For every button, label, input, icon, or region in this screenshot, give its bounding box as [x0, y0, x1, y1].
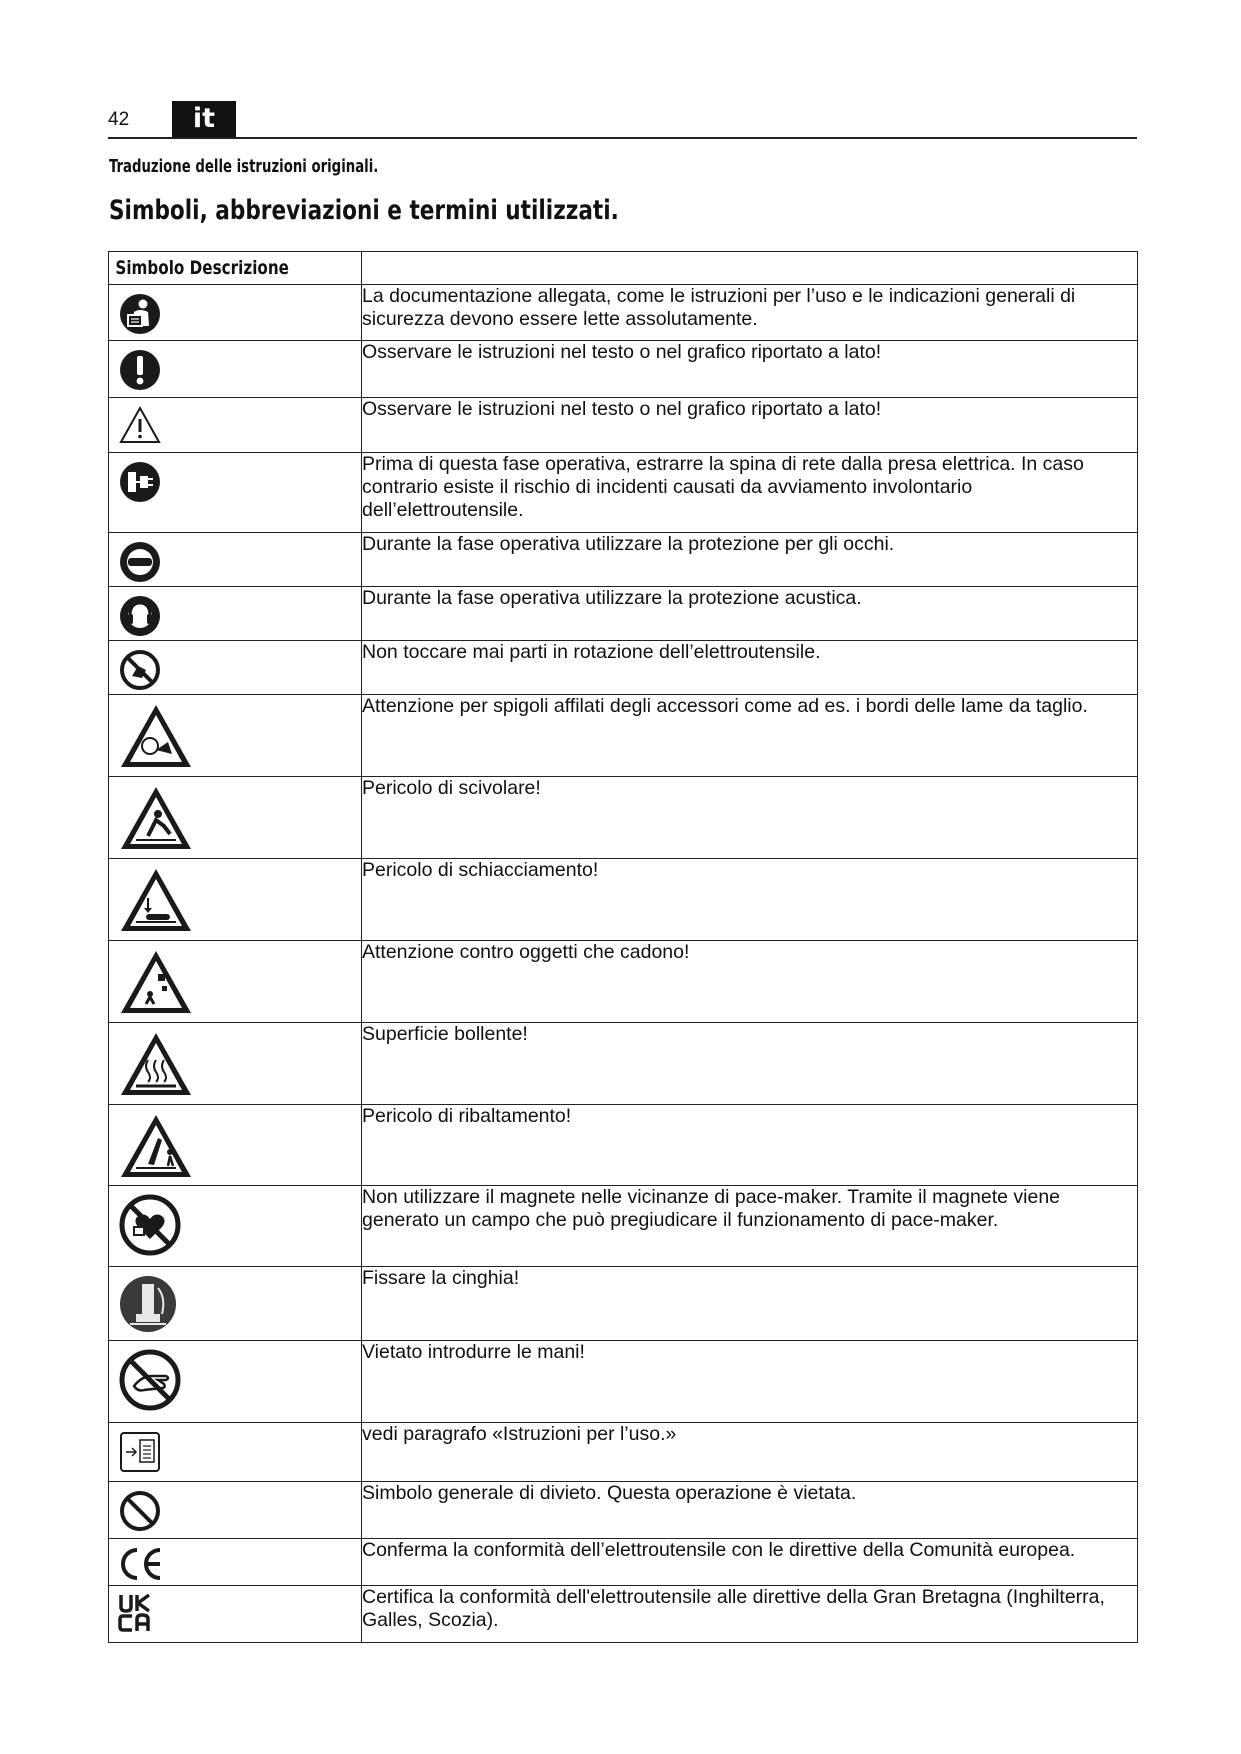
symbol-cell — [109, 1586, 362, 1643]
description-cell: Non utilizzare il magnete nelle vicinanze di pace-maker. Tramite il magnete viene generato un campo che può pregiudicare il funzionamento di pace-maker. — [362, 1186, 1138, 1267]
description-cell: Superficie bollente! — [362, 1023, 1138, 1105]
table-row — [109, 1186, 1138, 1267]
page-header — [108, 101, 1137, 139]
table-header-label: Simbolo Descrizione — [115, 257, 289, 279]
table-header-cell — [109, 252, 362, 285]
crush-warning-icon — [118, 866, 194, 934]
symbol-cell — [109, 1482, 362, 1539]
warning-triangle-icon — [118, 405, 162, 445]
symbol-cell — [109, 695, 362, 777]
symbol-cell — [109, 341, 362, 398]
table-row — [109, 341, 1138, 398]
page-title: Simboli, abbreviazioni e termini utilizzati. — [109, 195, 619, 226]
table-row — [109, 695, 1138, 777]
table-row — [109, 533, 1138, 587]
table-row — [109, 1023, 1138, 1105]
symbol-cell — [109, 1423, 362, 1482]
symbol-cell — [109, 1105, 362, 1186]
no-pacemaker-icon — [118, 1193, 182, 1257]
prohibition-icon — [118, 1489, 162, 1533]
description-cell: Simbolo generale di divieto. Questa operazione è vietata. — [362, 1482, 1138, 1539]
table-row — [109, 1267, 1138, 1341]
table-row — [109, 398, 1138, 453]
eye-protection-icon — [118, 540, 162, 584]
no-touch-rotating-icon — [118, 648, 162, 692]
symbol-cell — [109, 533, 362, 587]
description-cell: Durante la fase operativa utilizzare la protezione acustica. — [362, 587, 1138, 641]
table-row — [109, 285, 1138, 341]
symbol-cell — [109, 859, 362, 941]
language-badge: it — [172, 101, 236, 137]
description-cell: Durante la fase operativa utilizzare la protezione per gli occhi. — [362, 533, 1138, 587]
symbol-cell — [109, 1186, 362, 1267]
ce-mark-icon — [118, 1546, 164, 1582]
symbol-cell — [109, 1539, 362, 1586]
tipping-warning-icon — [118, 1112, 194, 1180]
hot-surface-warning-icon — [118, 1030, 194, 1098]
table-row — [109, 1341, 1138, 1423]
description-cell: Prima di questa fase operativa, estrarre la spina di rete dalla presa elettrica. In caso contrario esiste il rischio di incidenti causati da avviamento involontario dell’elettroutensile. — [362, 453, 1138, 533]
symbol-cell — [109, 1341, 362, 1423]
symbol-cell — [109, 941, 362, 1023]
ukca-mark-icon — [118, 1593, 154, 1633]
symbol-cell — [109, 641, 362, 695]
description-cell: Attenzione contro oggetti che cadono! — [362, 941, 1138, 1023]
table-row — [109, 1423, 1138, 1482]
table-row — [109, 641, 1138, 695]
description-cell: Fissare la cinghia! — [362, 1267, 1138, 1341]
table-row — [109, 777, 1138, 859]
symbol-cell — [109, 777, 362, 859]
description-cell: Pericolo di schiacciamento! — [362, 859, 1138, 941]
falling-objects-warning-icon — [118, 948, 194, 1016]
symbols-table — [108, 251, 1138, 1643]
read-manual-icon — [118, 292, 162, 336]
table-row — [109, 1539, 1138, 1586]
symbol-cell — [109, 398, 362, 453]
table-row — [109, 1105, 1138, 1186]
table-row — [109, 859, 1138, 941]
description-cell: Vietato introdurre le mani! — [362, 1341, 1138, 1423]
sharp-edges-warning-icon — [118, 702, 194, 770]
slip-warning-icon — [118, 784, 194, 852]
document-subtitle: Traduzione delle istruzioni originali. — [109, 156, 379, 177]
see-instructions-icon — [118, 1430, 162, 1474]
symbol-cell — [109, 1267, 362, 1341]
symbol-cell — [109, 453, 362, 533]
table-header-row — [109, 252, 1138, 285]
description-cell: La documentazione allegata, come le istruzioni per l’uso e le indicazioni generali di sicurezza devono essere lette assolutamente. — [362, 285, 1138, 341]
fasten-strap-icon — [118, 1274, 178, 1334]
table-header-empty-cell — [362, 252, 1138, 285]
page-number: 42 — [108, 109, 130, 130]
description-cell: Pericolo di scivolare! — [362, 777, 1138, 859]
description-cell: Pericolo di ribaltamento! — [362, 1105, 1138, 1186]
table-row — [109, 1482, 1138, 1539]
description-cell: Non toccare mai parti in rotazione dell’elettroutensile. — [362, 641, 1138, 695]
description-cell: Conferma la conformità dell’elettroutensile con le direttive della Comunità europea. — [362, 1539, 1138, 1586]
symbol-cell — [109, 285, 362, 341]
table-row — [109, 453, 1138, 533]
description-cell: Attenzione per spigoli affilati degli accessori come ad es. i bordi delle lame da taglio. — [362, 695, 1138, 777]
description-cell: vedi paragrafo «Istruzioni per l’uso.» — [362, 1423, 1138, 1482]
description-cell: Osservare le istruzioni nel testo o nel grafico riportato a lato! — [362, 398, 1138, 453]
table-row — [109, 941, 1138, 1023]
table-row — [109, 587, 1138, 641]
description-cell: Certifica la conformità dell'elettroutensile alle direttive della Gran Bretagna (Inghilterra, Galles, Scozia). — [362, 1586, 1138, 1643]
table-row — [109, 1586, 1138, 1643]
exclamation-icon — [118, 348, 162, 392]
ear-protection-icon — [118, 594, 162, 638]
unplug-icon — [118, 460, 162, 504]
symbol-cell — [109, 587, 362, 641]
description-cell: Osservare le istruzioni nel testo o nel grafico riportato a lato! — [362, 341, 1138, 398]
no-hands-icon — [118, 1348, 182, 1412]
symbol-cell — [109, 1023, 362, 1105]
